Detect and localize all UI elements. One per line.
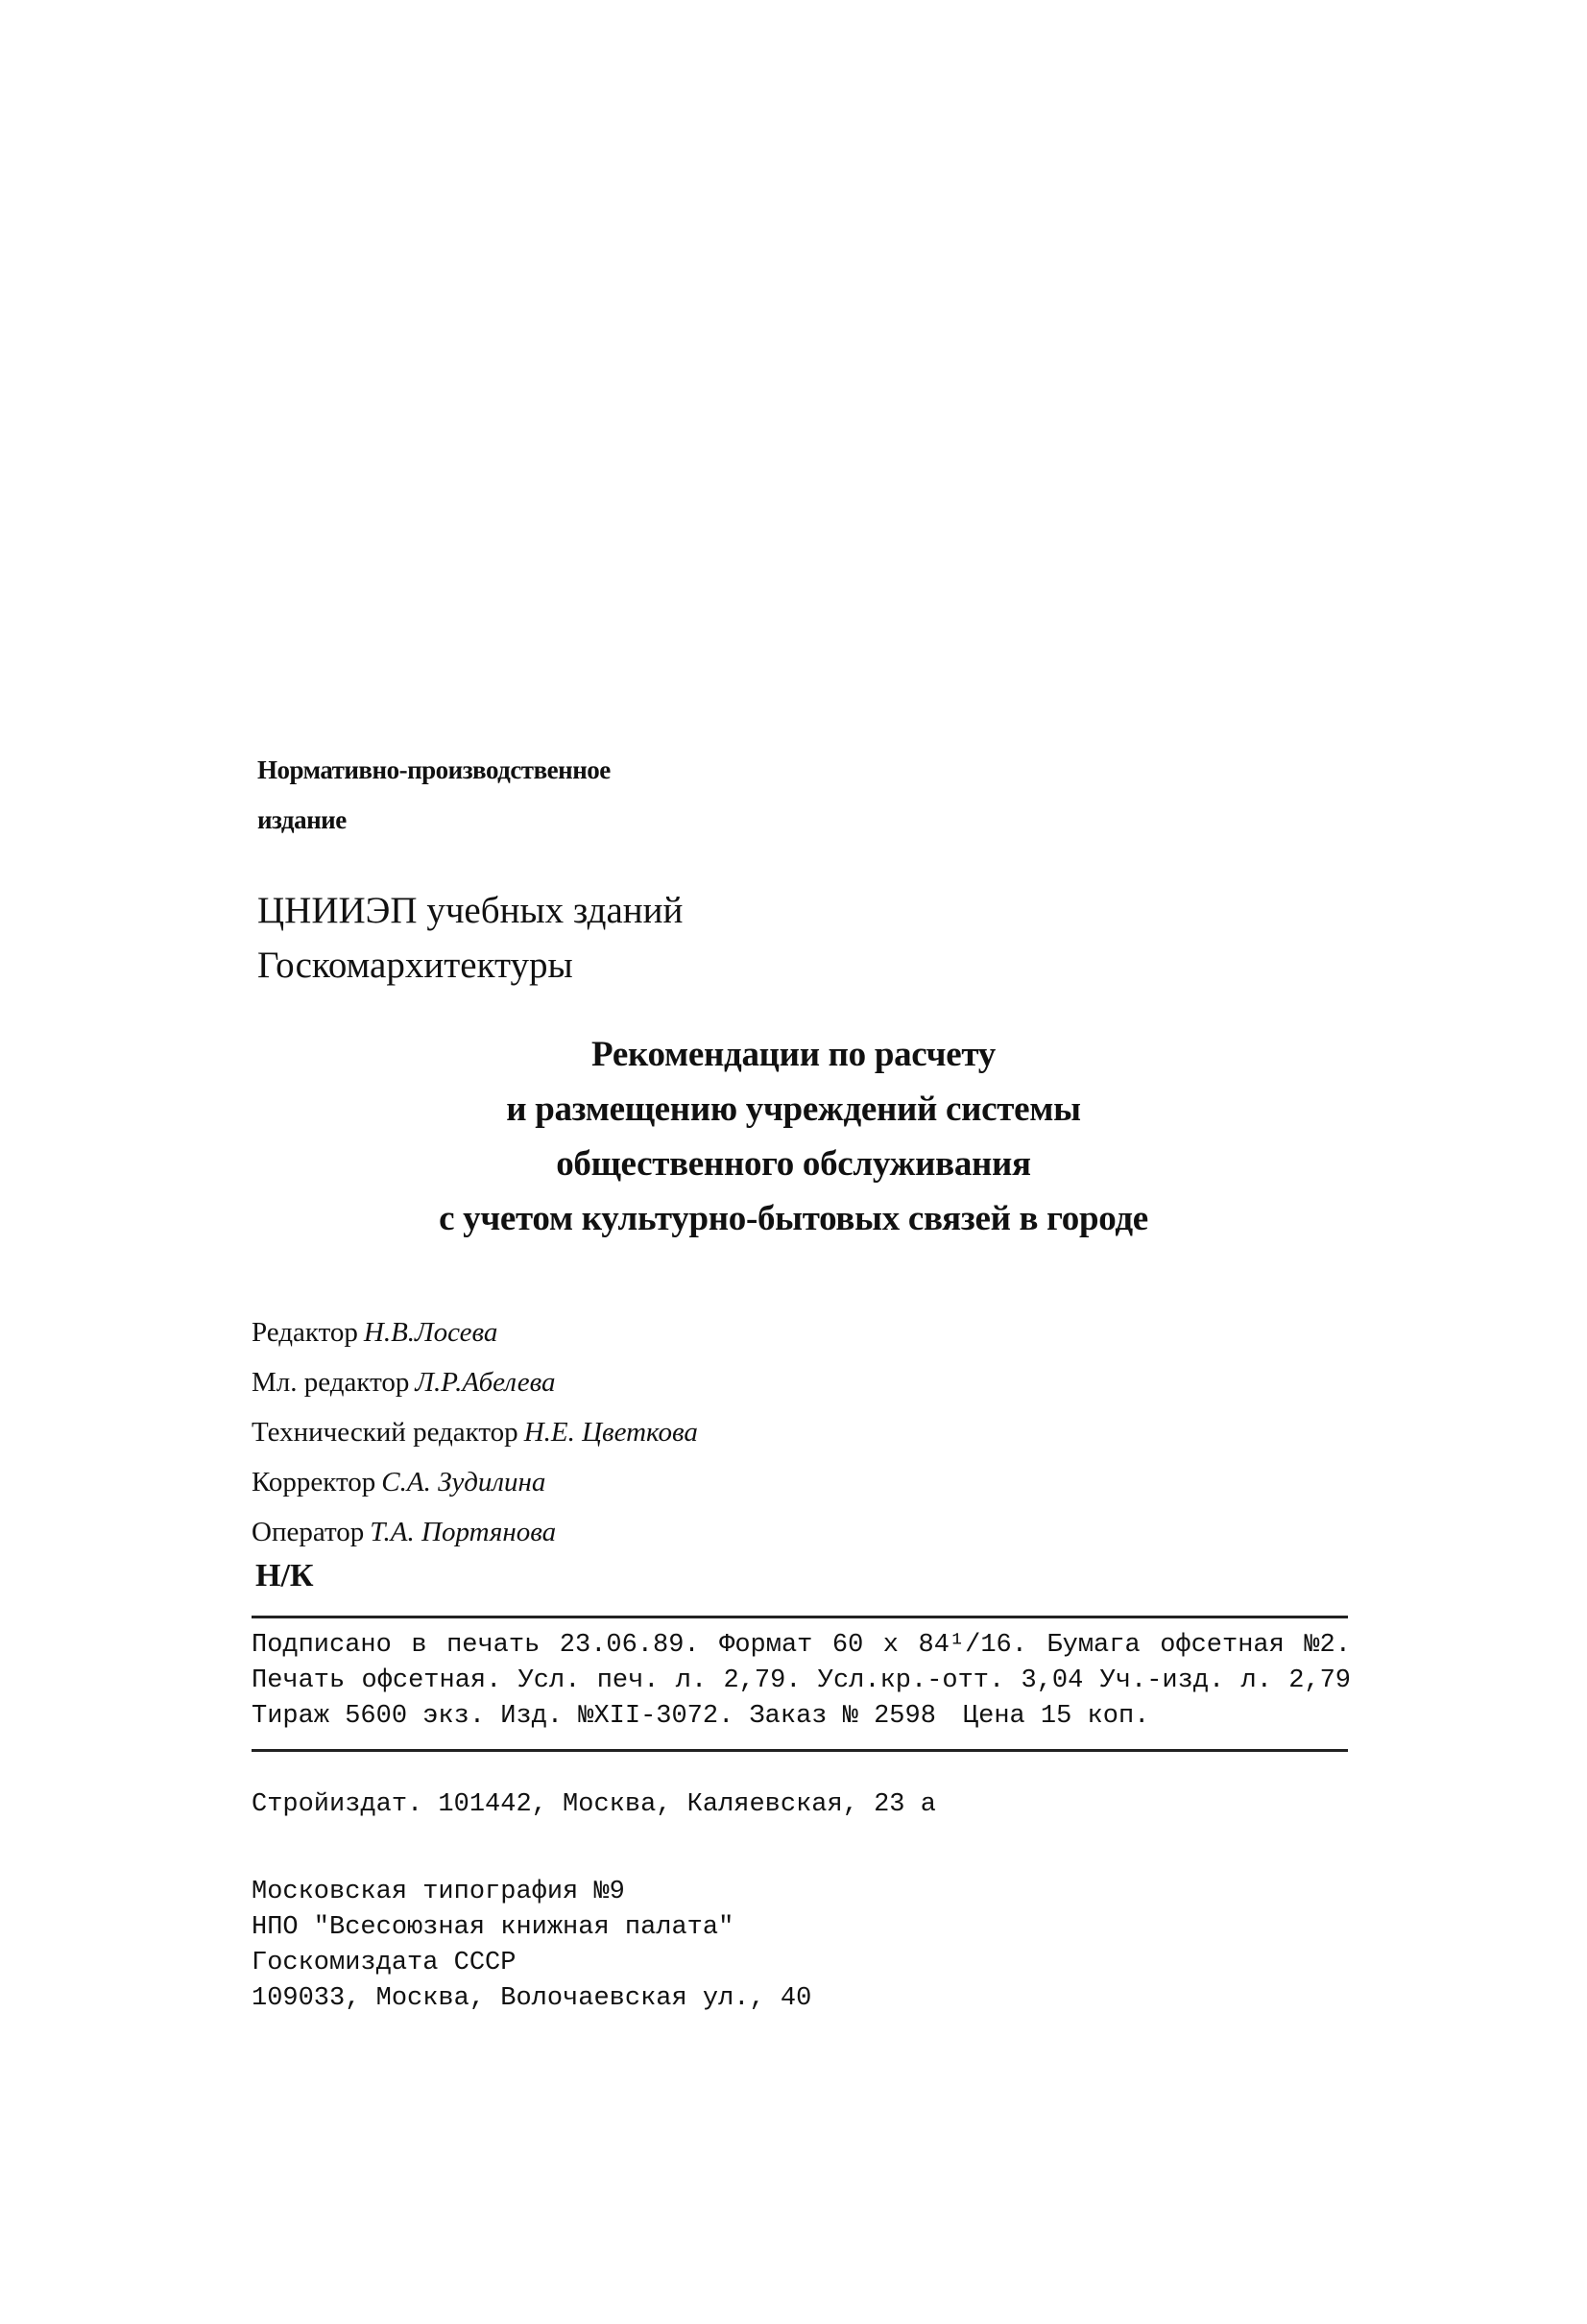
imprint-word: Усл.кр.-отт.: [817, 1666, 1005, 1695]
divider-top: [252, 1616, 1348, 1618]
credit-technical-editor: [252, 1407, 698, 1457]
imprint-word: 2,79: [1288, 1666, 1351, 1695]
edition-type: [257, 745, 611, 845]
credit-operator: [252, 1507, 698, 1557]
title-line-2: и размещению учреждений системы: [506, 1090, 1081, 1129]
organization-line-2: Госкомархитектуры: [257, 945, 573, 986]
title-line-4: с учетом культурно-бытовых связей в городе: [439, 1199, 1148, 1238]
credit-role: Технический редактор: [252, 1417, 518, 1448]
credit-proofreader: [252, 1457, 698, 1507]
imprint-print-run: Тираж 5600 экз. Изд. №XII-3072. Заказ № 2598: [252, 1702, 936, 1731]
imprint-word: печ.: [596, 1666, 660, 1695]
imprint-word: Печать: [252, 1666, 346, 1695]
printer-line-4: 109033, Москва, Волочаевская ул., 40: [252, 1984, 812, 2013]
print-imprint: [252, 1628, 1351, 1735]
credit-name: Н.Е. Цветкова: [523, 1417, 698, 1448]
imprint-word: л.: [1240, 1666, 1272, 1695]
imprint-word: 3,04: [1021, 1666, 1084, 1695]
imprint-line-1: [252, 1628, 1351, 1664]
imprint-word: в: [411, 1631, 427, 1660]
imprint-word: Уч.-изд.: [1099, 1666, 1225, 1695]
edition-type-line-1: Нормативно-производственное: [257, 755, 611, 784]
imprint-word: №2.: [1304, 1631, 1351, 1660]
imprint-word: печать: [446, 1631, 541, 1660]
nk-mark: Н/К: [255, 1558, 314, 1593]
imprint-word: офсетная.: [361, 1666, 502, 1695]
credit-role: Оператор: [252, 1517, 365, 1547]
imprint-price: Цена 15 коп.: [962, 1702, 1150, 1731]
imprint-word: 2,79.: [723, 1666, 802, 1695]
title-line-3: общественного обслуживания: [556, 1144, 1031, 1184]
credit-name: Т.А. Портянова: [370, 1517, 557, 1547]
credit-role: Корректор: [252, 1467, 376, 1497]
divider-bottom: [252, 1749, 1348, 1752]
imprint-word: офсетная: [1160, 1631, 1285, 1660]
title-line-1: Рекомендации по расчету: [591, 1035, 996, 1074]
imprint-line-3: [252, 1699, 1351, 1735]
credit-role: Мл. редактор: [252, 1367, 410, 1398]
printer-line-1: Московская типография №9: [252, 1878, 625, 1906]
imprint-word: x: [882, 1631, 899, 1660]
imprint-word: Формат: [719, 1631, 813, 1660]
publisher-address: Стройиздат. 101442, Москва, Каляевская, 23 а: [252, 1790, 936, 1819]
printer-line-3: Госкомиздата СССР: [252, 1949, 517, 1977]
printer-line-2: НПО "Всесоюзная книжная палата": [252, 1913, 734, 1942]
credit-editor: [252, 1307, 698, 1357]
edition-type-line-2: издание: [257, 805, 347, 834]
imprint-word: 23.06.89.: [559, 1631, 700, 1660]
printer-info: [252, 1875, 811, 2017]
imprint-line-2: [252, 1664, 1351, 1699]
imprint-word: Усл.: [517, 1666, 581, 1695]
imprint-word: 60: [831, 1631, 864, 1660]
credit-name: Н.В.Лосева: [363, 1317, 498, 1348]
imprint-word: Бумага: [1046, 1631, 1141, 1660]
document-title: [192, 1027, 1395, 1246]
imprint-word: л.: [675, 1666, 708, 1695]
credit-junior-editor: [252, 1357, 698, 1407]
organization: [257, 883, 683, 993]
imprint-word: 84¹/16.: [918, 1631, 1027, 1660]
credit-name: Л.Р.Абелева: [415, 1367, 556, 1398]
credit-role: Редактор: [252, 1317, 358, 1348]
organization-line-1: ЦНИИЭП учебных зданий: [257, 890, 684, 931]
credits-list: [252, 1307, 698, 1557]
imprint-word: Подписано: [252, 1631, 392, 1660]
credit-name: С.А. Зудилина: [381, 1467, 546, 1497]
